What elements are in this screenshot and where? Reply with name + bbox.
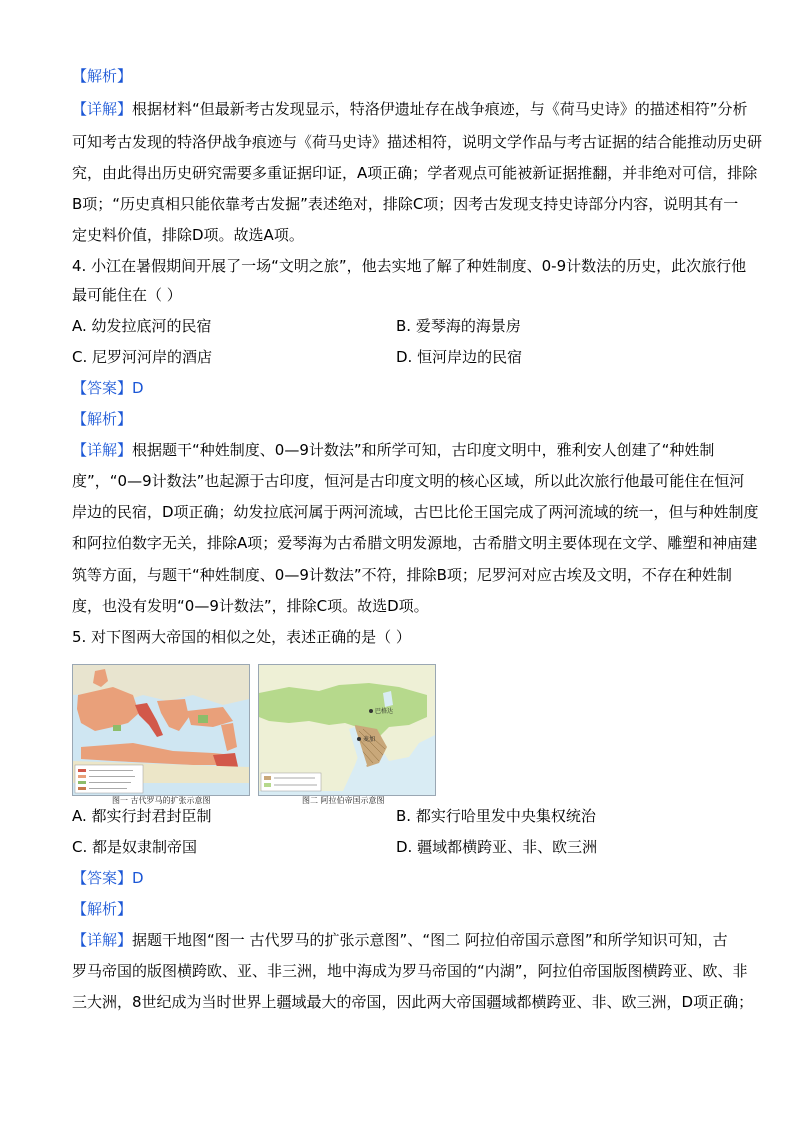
- q4-analysis-line: [72, 440, 714, 460]
- q4-analysis-line: 度，也没有发明“0—9计数法”，排除C项。故选D项。: [72, 597, 429, 615]
- q4-answer: 【答案】D: [72, 379, 144, 397]
- detail-tag: 【详解】: [72, 441, 133, 459]
- arab-map-drawing: [259, 665, 435, 795]
- q4-option-d: D. 恒河岸边的民宿: [396, 348, 523, 366]
- question-4-stem: 4. 小江在暑假期间开展了一场“文明之旅”，他去实地了解了种姓制度、0-9计数法的历史，此次旅行他: [72, 257, 747, 275]
- question-5-stem: 5. 对下图两大帝国的相似之处，表述正确的是（ ）: [72, 628, 411, 646]
- roman-expansion-map: [72, 664, 250, 796]
- q4-analysis-line: 筑等方面，与题干“种姓制度、0—9计数法”不符，排除B项；尼罗河对应古埃及文明，不存在种姓制: [72, 566, 732, 584]
- mecca-label: 麦加: [363, 737, 376, 743]
- q5-option-a: A. 都实行封君封臣制: [72, 807, 212, 825]
- q5-analysis-line: 三大洲，8世纪成为当时世界上疆域最大的帝国，因此两大帝国疆域都横跨亚、非、欧三洲，D项正确；: [72, 993, 754, 1011]
- q4-analysis-heading: 【解析】: [72, 410, 133, 428]
- figure-1-caption: 图一 古代罗马的扩张示意图: [112, 796, 211, 805]
- q5-option-b: B. 都实行哈里发中央集权统治: [396, 807, 596, 825]
- arab-empire-map: [258, 664, 436, 796]
- q5-analysis-line: [72, 930, 728, 950]
- q5-option-d: D. 疆域都横跨亚、非、欧三洲: [396, 838, 598, 856]
- q5-answer: 【答案】D: [72, 869, 144, 887]
- q4-analysis-line: 度”，“0—9计数法”也起源于古印度，恒河是古印度文明的核心区域，所以此次旅行他最可能住在恒河: [72, 472, 745, 490]
- q5-analysis-line: 罗马帝国的版图横跨欧、亚、非三洲，地中海成为罗马帝国的“内湖”，阿拉伯帝国版图横跨亚、欧、非: [72, 962, 748, 980]
- analysis-line: 究，由此得出历史研究需要多重证据印证，A项正确；学者观点可能被新证据推翻，并非绝对可信，排除: [72, 164, 758, 182]
- q4-option-c: C. 尼罗河河岸的酒店: [72, 348, 213, 366]
- question-4-stem: 最可能住在（ ）: [72, 286, 182, 304]
- analysis-line: [72, 99, 748, 119]
- q5-analysis-heading: 【解析】: [72, 900, 133, 918]
- analysis-heading: 【解析】: [72, 67, 133, 85]
- baghdad-label: 巴格达: [375, 709, 394, 715]
- baghdad-marker: [369, 709, 373, 713]
- figure-2-caption: 图二 阿拉伯帝国示意图: [302, 796, 385, 805]
- roman-map-drawing: [73, 665, 249, 795]
- analysis-text: 根据材料“但最新考古发现显示，特洛伊遗址存在战争痕迹，与《荷马史诗》的描述相符”分析: [132, 100, 748, 118]
- detail-tag: 【详解】: [72, 100, 133, 118]
- analysis-line: 可知考古发现的特洛伊战争痕迹与《荷马史诗》描述相符，说明文学作品与考古证据的结合能推动历史研: [72, 133, 763, 151]
- analysis-text: 据题干地图“图一 古代罗马的扩张示意图”、“图二 阿拉伯帝国示意图”和所学知识可知，古: [132, 931, 728, 949]
- analysis-line: B项；“历史真相只能依靠考古发掘”表述绝对，排除C项；因考古发现支持史诗部分内容，说明其有一: [72, 195, 739, 213]
- q4-option-b: B. 爱琴海的海景房: [396, 317, 521, 335]
- q4-option-a: A. 幼发拉底河的民宿: [72, 317, 212, 335]
- q4-analysis-line: 和阿拉伯数字无关，排除A项；爱琴海为古希腊文明发源地，古希腊文明主要体现在文学、雕塑和神庙建: [72, 534, 758, 552]
- analysis-text: 根据题干“种姓制度、0—9计数法”和所学可知，古印度文明中，雅利安人创建了“种姓制: [132, 441, 715, 459]
- q4-analysis-line: 岸边的民宿，D项正确；幼发拉底河属于两河流域，古巴比伦王国完成了两河流域的统一，但与种姓制度: [72, 503, 759, 521]
- mecca-marker: [357, 737, 361, 741]
- detail-tag: 【详解】: [72, 931, 133, 949]
- q5-option-c: C. 都是奴隶制帝国: [72, 838, 198, 856]
- analysis-line: 定史料价值，排除D项。故选A项。: [72, 226, 304, 244]
